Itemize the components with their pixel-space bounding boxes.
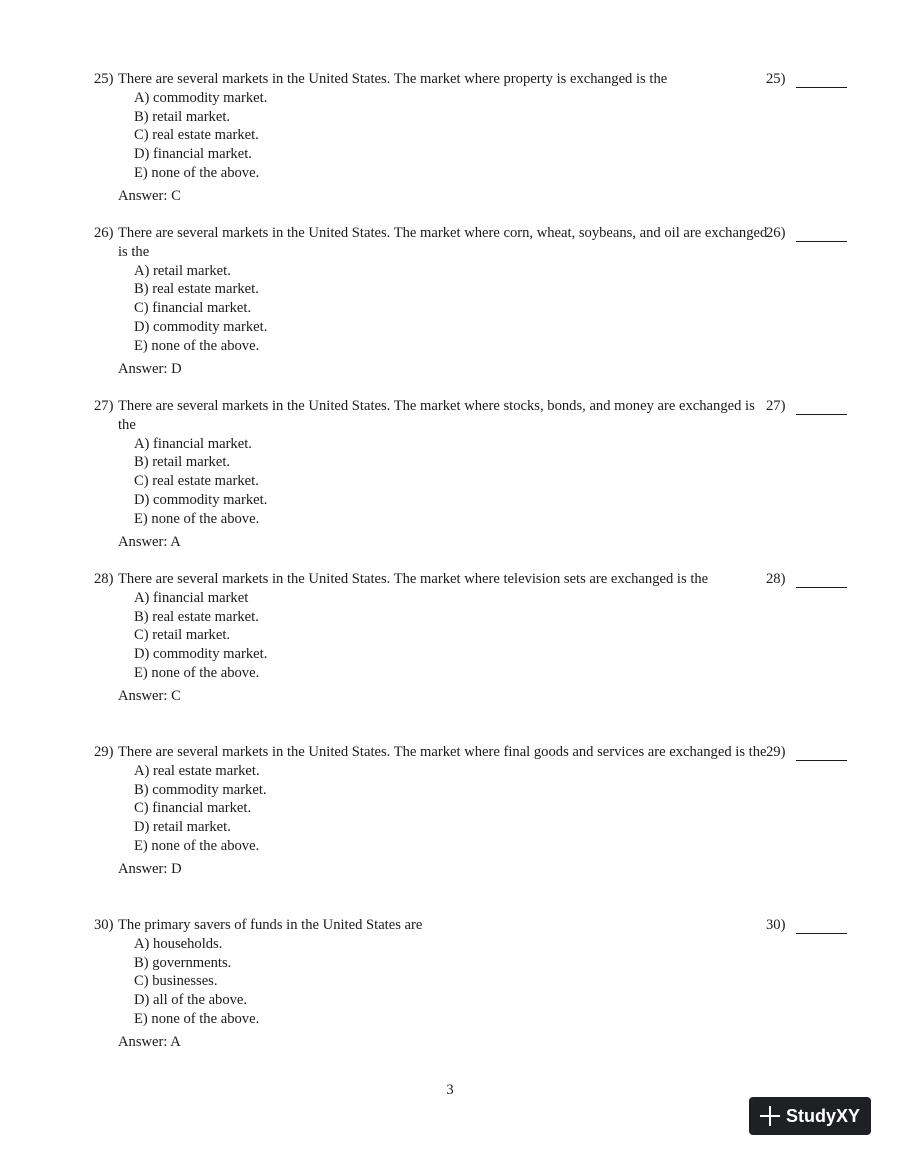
question-number: 26): [94, 225, 114, 241]
answer-blank-number: 30): [766, 917, 786, 933]
answer-line: Answer: A: [118, 1033, 181, 1050]
answer-blank-line: [796, 933, 847, 934]
answer-line: Answer: C: [118, 687, 181, 704]
question-25: [94, 70, 854, 206]
option-c: C) retail market.: [134, 627, 231, 644]
question-number: 28): [94, 571, 114, 587]
option-a: A) financial market: [134, 589, 249, 606]
question-number: 25): [94, 71, 114, 87]
question-stem: [94, 916, 776, 935]
option-c: C) financial market.: [134, 800, 252, 817]
answer-blank-line: [796, 241, 847, 242]
question-28: [94, 570, 854, 706]
question-number: 27): [94, 398, 114, 414]
option-e: E) none of the above.: [134, 164, 260, 181]
option-e: E) none of the above.: [134, 510, 260, 527]
question-stem: [94, 224, 776, 262]
question-30: [94, 916, 854, 1052]
answer-blank-number: 25): [766, 71, 786, 87]
answer-blank-number: 26): [766, 225, 786, 241]
option-b: B) real estate market.: [134, 608, 259, 625]
option-d: D) commodity market.: [134, 318, 268, 335]
option-c: C) businesses.: [134, 973, 218, 990]
question-stem: [94, 397, 776, 435]
option-a: A) commodity market.: [134, 89, 268, 106]
page-number: 3: [446, 1082, 454, 1098]
option-b: B) retail market.: [134, 454, 231, 471]
answer-blank-line: [796, 87, 847, 88]
option-a: A) households.: [134, 935, 223, 952]
plus-icon: [760, 1106, 780, 1126]
question-text: There are several markets in the United States. The market where stocks, bonds, and money are exchanged is the: [118, 398, 755, 433]
options-list: [94, 435, 854, 529]
option-e: E) none of the above.: [134, 664, 260, 681]
option-b: B) retail market.: [134, 108, 231, 125]
options-list: [94, 935, 854, 1029]
option-a: A) retail market.: [134, 262, 231, 279]
options-list: [94, 262, 854, 356]
options-list: [94, 589, 854, 683]
question-27: [94, 397, 854, 551]
question-26: [94, 224, 854, 378]
answer-blank-number: 29): [766, 744, 786, 760]
option-d: D) all of the above.: [134, 992, 248, 1009]
question-text: There are several markets in the United States. The market where final goods and services are exchanged is the: [118, 744, 767, 760]
option-b: B) commodity market.: [134, 781, 267, 798]
option-b: B) governments.: [134, 954, 232, 971]
logo-text: StudyXY: [785, 1105, 860, 1126]
answer-blank-number: 28): [766, 571, 786, 587]
option-a: A) financial market.: [134, 435, 252, 452]
option-d: D) retail market.: [134, 819, 231, 836]
option-d: D) commodity market.: [134, 646, 268, 663]
option-e: E) none of the above.: [134, 837, 260, 854]
option-c: C) real estate market.: [134, 473, 259, 490]
answer-blank-line: [796, 587, 847, 588]
studyxy-logo[interactable]: [749, 1097, 871, 1135]
option-b: B) real estate market.: [134, 281, 259, 298]
option-c: C) real estate market.: [134, 127, 259, 144]
question-text: The primary savers of funds in the United States are: [118, 917, 423, 933]
options-list: [94, 762, 854, 856]
question-29: [94, 743, 854, 879]
option-e: E) none of the above.: [134, 337, 260, 354]
question-text: There are several markets in the United States. The market where television sets are exchanged is the: [118, 571, 709, 587]
answer-blank-line: [796, 760, 847, 761]
question-text: There are several markets in the United States. The market where corn, wheat, soybeans, and oil are exchanged is the: [118, 225, 768, 260]
question-stem: [94, 743, 776, 762]
question-number: 30): [94, 917, 114, 933]
option-d: D) financial market.: [134, 146, 252, 163]
question-text: There are several markets in the United States. The market where property is exchanged is the: [118, 71, 668, 87]
question-stem: [94, 570, 776, 589]
answer-line: Answer: A: [118, 533, 181, 550]
options-list: [94, 89, 854, 183]
answer-line: Answer: C: [118, 187, 181, 204]
option-d: D) commodity market.: [134, 491, 268, 508]
option-e: E) none of the above.: [134, 1010, 260, 1027]
question-stem: [94, 70, 776, 89]
answer-line: Answer: D: [118, 860, 182, 877]
option-a: A) real estate market.: [134, 762, 260, 779]
question-number: 29): [94, 744, 114, 760]
answer-blank-number: 27): [766, 398, 786, 414]
answer-line: Answer: D: [118, 360, 182, 377]
option-c: C) financial market.: [134, 300, 252, 317]
answer-blank-line: [796, 414, 847, 415]
